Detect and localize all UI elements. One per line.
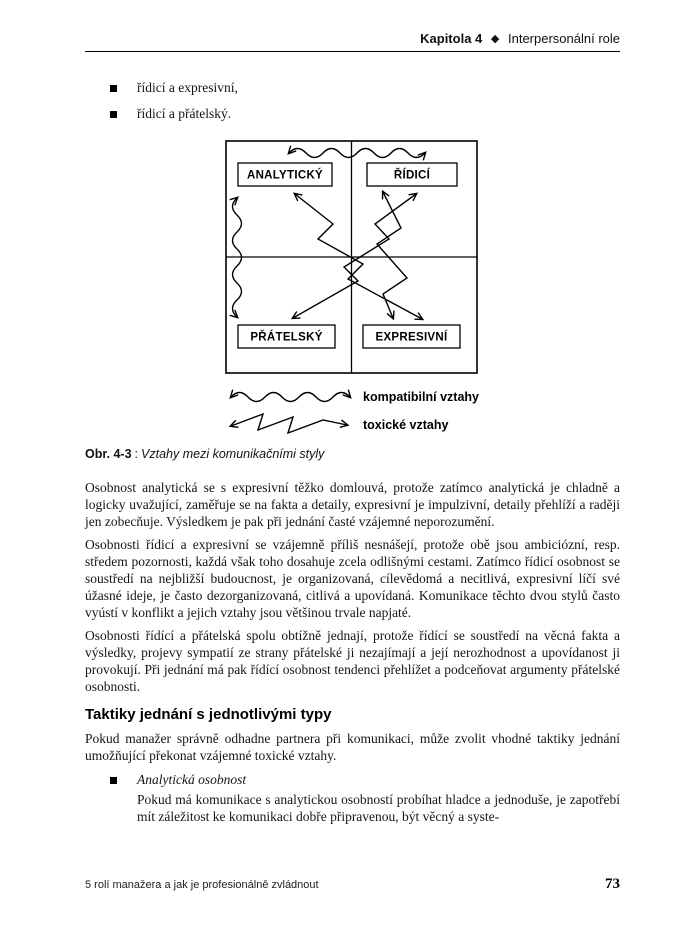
legend-wavy-arrow-icon bbox=[231, 393, 350, 402]
page-footer bbox=[85, 876, 620, 893]
paragraph: Osobnosti řídící a přátelská spolu obtížně jednají, protože řídící se soustředí na věcná fakta a výsledky, projevy sympatií ze strany přátelské ji nezajímají a její nerozhodnost a upovídanost ji provokují. Při jednání má pak řídící osobnost tendenci přehlížet a podceňovat argumenty přátelské osobnosti. bbox=[85, 628, 620, 694]
analytic-label: ANALYTICKÝ bbox=[246, 169, 324, 182]
page-number: 73 bbox=[605, 876, 620, 892]
paragraph: Pokud má komunikace s analytickou osobností probíhat hladce a jednoduše, je zapotřebí mít záležitost ke komunikaci dobře připravenou, být věcný a syste- bbox=[137, 792, 620, 824]
bullet-square-icon bbox=[110, 777, 117, 784]
caption-label: Obr. 4-3 bbox=[85, 447, 132, 461]
bullet-square-icon bbox=[110, 111, 117, 118]
bullet-square-icon bbox=[110, 85, 117, 92]
page-header bbox=[85, 31, 620, 46]
caption-text: Vztahy mezi komunikačními styly bbox=[141, 447, 325, 461]
body-content bbox=[85, 479, 620, 825]
figure-caption bbox=[85, 447, 324, 461]
legend-zigzag-arrow-icon bbox=[231, 414, 347, 433]
paragraph: Osobnosti řídicí a expresivní se vzájemně příliš nesnášejí, protože obě jsou ambiciózní, resp. středem pozornosti, každá však toho dosahuje zcela odlišnými cestami. Zatímco řídicí osobnost se soustředí na nejbližší budoucnost, je organizovaná, cílevědomá a necitlivá, expresivní líčí své úžasné ideje, je často dezorganizovaná, citlivá a upovídaná. Komunikace těchto dvou stylů často vyústí v konflikt a jejich vztahy jsou většinou trvale napjaté. bbox=[85, 537, 620, 620]
expresivni-label: EXPRESIVNÍ bbox=[375, 331, 448, 344]
legend-compatible-label: kompatibilní vztahy bbox=[363, 390, 479, 404]
chapter-title: Interpersonální role bbox=[507, 31, 620, 46]
bullet-title: Analytická osobnost bbox=[137, 772, 247, 787]
diagram-legend bbox=[231, 390, 479, 433]
diamond-icon: ◆ bbox=[490, 33, 500, 45]
list-item bbox=[85, 772, 620, 788]
diagram-svg bbox=[225, 140, 485, 440]
legend-toxic-label: toxické vztahy bbox=[363, 418, 449, 432]
pratelsky-label: PŘÁTELSKÝ bbox=[250, 331, 323, 344]
paragraph: Osobnost analytická se s expresivní těžko domlouvá, protože zatímco analytická je chladně a logicky uvažující, zaměřuje se na fakta a detaily, expresivní je impulzivní, detaily přehlíží a raději jen zobecňuje. Výsledkem je pak při jednání časté vzájemné neporozumění. bbox=[85, 480, 620, 529]
caption-separator: : bbox=[134, 447, 139, 461]
zigzag-arrow-ridici-pratelsky bbox=[293, 194, 416, 318]
footer-book-title: 5 rolí manažera a jak je profesionálně zvládnout bbox=[85, 879, 319, 891]
ridici-label: ŘÍDICÍ bbox=[393, 169, 431, 182]
communication-styles-diagram bbox=[225, 140, 485, 440]
bullet-list bbox=[85, 80, 238, 132]
zigzag-arrow-ridici-expresivni bbox=[377, 192, 407, 318]
wavy-arrow-analytic-ridici bbox=[289, 149, 425, 158]
bullet-text: řídicí a přátelský. bbox=[137, 106, 232, 121]
chapter-label: Kapitola 4 bbox=[420, 31, 483, 46]
bullet-text: řídicí a expresivní, bbox=[137, 80, 238, 95]
header-rule bbox=[85, 51, 620, 52]
paragraph: Pokud manažer správně odhadne partnera při komunikaci, může zvolit vhodné taktiky jednání umožňující překonat vzájemné toxické vztahy. bbox=[85, 731, 620, 763]
list-item bbox=[85, 80, 238, 96]
section-heading: Taktiky jednání s jednotlivými typy bbox=[85, 706, 332, 723]
list-item bbox=[85, 106, 238, 122]
